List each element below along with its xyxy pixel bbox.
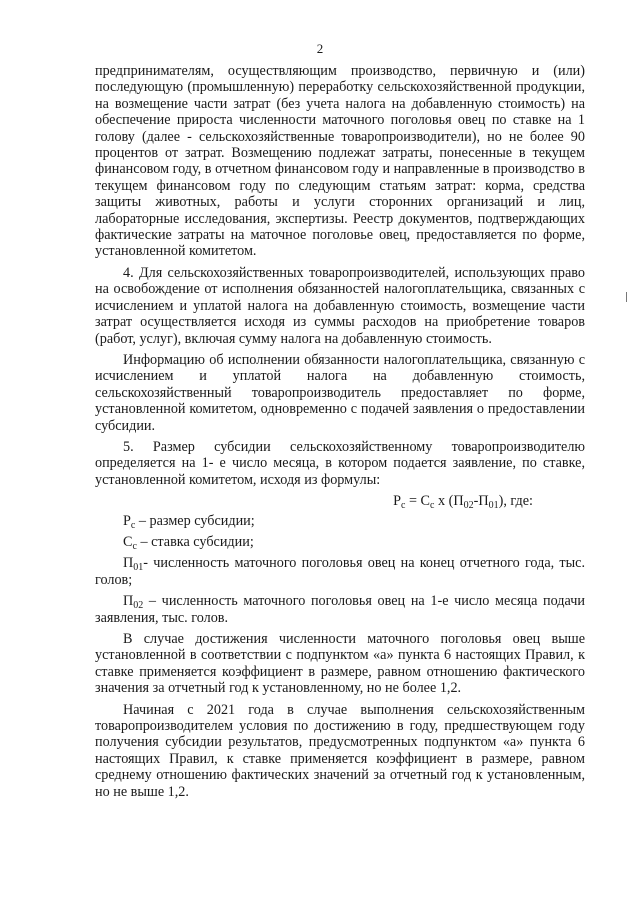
paragraph-coefficient-2021: Начиная с 2021 года в случае выполнения сельскохозяйственным товаропроизводителем условия по достижению в году, предшествующем году получения субсидии результатов, предусмотренных подпунктом «а» пункта 6 настоящих Правил, к ставке применяется коэффициент в размере, равном среднему отношению фактических значений за отчетный год к установленным, но не выше 1,2. [95,701,585,800]
paragraph-item-4: 4. Для сельскохозяйственных товаропроизводителей, использующих право на освобождение от исполнения обязанностей налогоплательщика, связанных с исчислением и уплатой налога на добавленную стоимость, возмещение части затрат осуществляется исходя из суммы расходов на приобретение товаров (работ, услуг), включая сумму налога на добавленную стоимость. [95,264,585,347]
definition-headcount-application: $П_{02}$ – численность маточного поголовья овец на 1-е число месяца подачи заявления, тыс. голов. [95,593,585,626]
page-number: 2 [316,41,324,56]
definition-headcount-year-end: $П_{01}-$ численность маточного поголовья овец на конец отчетного года, тыс. голов; [95,555,585,588]
paragraph-coefficient: В случае достижения численности маточного поголовья овец выше установленной в соответствии с подпунктом «а» пункта 6 настоящих Правил, к ставке применяется коэффициент в размере, равном отношению фактического значения за отчетный год к установленному, но не более 1,2. [95,631,585,697]
paragraph-vat-info: Информацию об исполнении обязанности налогоплательщика, связанную с исчислением и уплатой налога на добавленную стоимость, сельскохозяйственный товаропроизводитель предоставляет по форме, установленной комитетом, одновременно с подачей заявления о предоставлении субсидии. [95,351,585,434]
scan-margin-mark [626,292,627,302]
subsidy-formula: $Р_с = С_с$ х $(П_{02}-П_{01})$, где: [393,493,533,512]
document-body [95,63,585,805]
definition-subsidy-size: $Р_с$ – размер субсидии; [123,512,255,531]
paragraph-continuation: предпринимателям, осуществляющим производство, первичную и (или) последующую (промышленную) переработку сельскохозяйственной продукции, на возмещение части затрат (без учета налога на добавленную стоимость) на обеспечение прироста численности маточного поголовья овец по ставке на 1 голову (далее - сельскохозяйственные товаропроизводители), но не более 90 процентов от затрат. Возмещению подлежат затраты, понесенные в текущем финансовом году, в отчетном финансовом году и направленные в производство в текущем финансовом году по следующим статьям затрат: корма, средства защиты животных, работы и услуги сторонних организаций и лиц, лабораторные исследования, экспертизы. Реестр документов, подтверждающих фактические затраты на маточное поголовье овец, предоставляется по форме, установленной комитетом. [95,63,585,260]
paragraph-item-5: 5. Размер субсидии сельскохозяйственному товаропроизводителю определяется на 1- е число месяца, в котором подается заявление, по ставке, установленной комитетом, исходя из формулы: [95,438,585,488]
definition-subsidy-rate: $С_с$ – ставка субсидии; [123,533,254,552]
